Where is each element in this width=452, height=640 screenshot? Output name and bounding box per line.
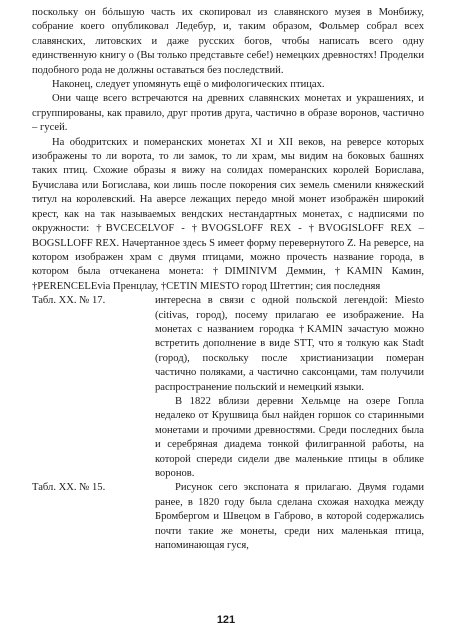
paragraph: В 1822 вблизи деревни Хельмце на озере Гопла недалеко от Крушвица был найден горшок со старинными монетами и прочими древностями. Среди последних была и серебряная диадема тонкой филигранной работы, на которой спереди сидели две маленькие птицы в облике воронов. [155,395,424,479]
table-reference-row [32,294,424,481]
page-number: 121 [216,614,236,626]
table-reference: Табл. XX. № 17. [32,295,106,307]
paragraph: Они чаще всего встречаются на древних славянских монетах и украшениях, и сгруппированы, как правило, друг против друга, частично в образе воронов, частично – гусей. [32,93,424,134]
side-text [155,294,424,481]
table-reference: Табл. XX. № 15. [32,482,106,494]
paragraph: Наконец, следует упомянуть ещё о мифологических птицах. [52,79,325,91]
paragraph: интересна в связи с одной польской легендой: Miesto (citivas, город), посему прилагаю ее изображение. На монетах с названием городка †KAMIN зачастую можно встретить дополнение в виде STT, что я толкую как Stadt (город), поскольку после христианизации померан частично поляками, а частично саксонцами, там получили распространение польский и немецкий языки. [155,295,424,393]
paragraph: Рисунок сего экспоната я прилагаю. Двумя годами ранее, в 1820 году была сделана схожая находка между Бромбергом и Швецом в Габрово, в которой содержались почти такие же монеты, среди них маленькая птица, напоминающая гуся, [155,482,424,552]
table-reference-row [32,481,424,553]
paragraph: На ободритских и померанских монетах XI и XII веков, на реверсе которых изображены то ли ворота, то ли замок, то ли храм, мы видим на боковых башнях таких птиц. Схожие образы я вижу на солидах померанских королей Борислава, Бучислава или Богислава, кои лишь после покорения сих земель сменили княжеский титул на королевский. На аверсе лежащих передо мной монет изображён широкий крест, как на так называемых вендских нестандартных монетах, с надписями по окружности: †BVCECELVOF - †BVOGSLOFF REX - †BVOGISLOFF REX – BOGSLLOFF REX. Начертанное здесь S имеет форму перевернутого Z. На реверсе, на котором изображен храм с двумя птицами, можно прочесть название города, в котором была отчеканена монета: †DIMINIVM Деммин, †KAMIN Камин, †PERENCELEvia Пренцлау, †CETIN MIESTO город Штеттин; сия последняя [32,136,424,292]
main-text [32,6,424,553]
side-text [155,481,424,553]
paragraph: поскольку он бóльшую часть их скопировал из славянского музея в Монбижу, собрание коего опубликовал Ледебур, и, таким образом, Фольмер собрал всех славянских, литовских и даже русских богов, чтобы написать всего одну единственную книгу о (Вы только представьте себе!) немецких древностях! Проделки подобного рода не должны оставаться без последствий. [32,7,424,76]
